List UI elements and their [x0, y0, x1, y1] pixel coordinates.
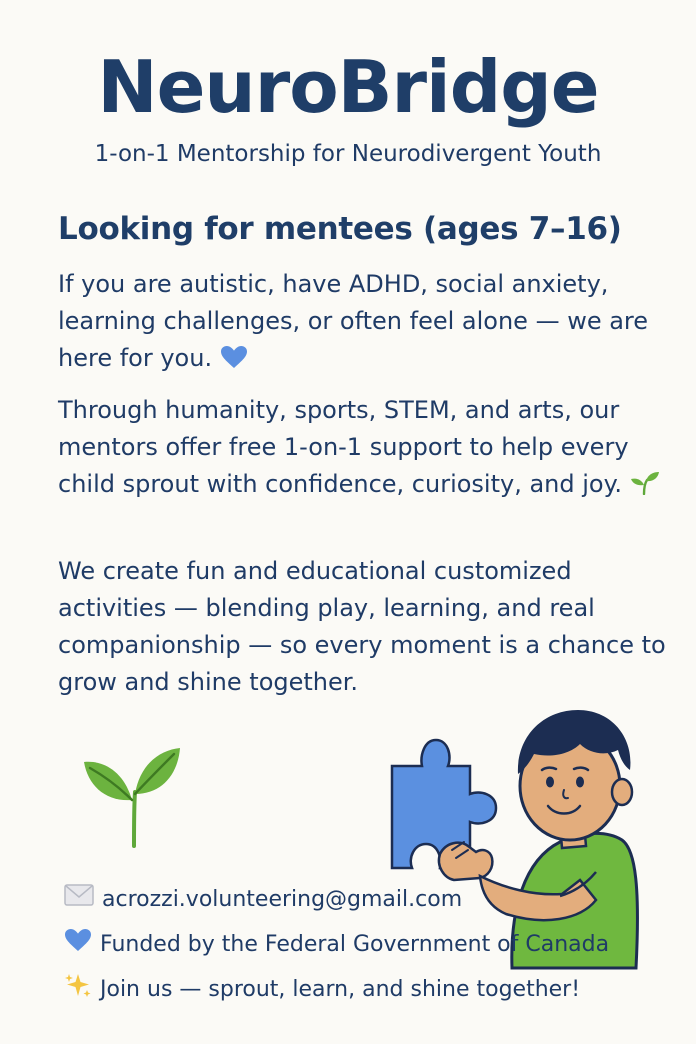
seedling-icon — [630, 469, 660, 506]
page-title: NeuroBridge — [97, 45, 599, 129]
funding-text: Funded by the Federal Government of Canada — [100, 931, 610, 957]
paragraph-intro-text: If you are autistic, have ADHD, social anxiety, learning challenges, or often feel alone — we are here for you. — [58, 270, 649, 372]
paragraph-mentors-text: Through humanity, sports, STEM, and arts, our mentors offer free 1-on-1 support to help every child sprout with confidence, curiosity, and joy. — [58, 396, 629, 498]
paragraph-intro — [58, 266, 678, 380]
page-subtitle: 1-on-1 Mentorship for Neurodivergent Youth — [94, 141, 602, 167]
paragraph-mentors — [58, 392, 678, 506]
section-heading: Looking for mentees (ages 7–16) — [58, 211, 622, 247]
contact-email[interactable]: acrozzi.volunteering@gmail.com — [102, 886, 463, 912]
paragraph-activities: We create fun and educational customized activities — blending play, learning, and real companionship — so every moment is a chance to grow and shine together. — [58, 557, 666, 696]
tagline-row — [64, 972, 684, 1007]
sparkles-icon — [64, 972, 92, 1007]
envelope-icon — [64, 884, 94, 915]
blue-heart-icon — [220, 343, 248, 380]
sprout-illustration — [82, 744, 182, 852]
contact-email-row — [64, 884, 684, 915]
tagline-text: Join us — sprout, learn, and shine together! — [100, 976, 581, 1002]
funding-row — [64, 928, 684, 961]
blue-heart-icon — [64, 928, 92, 961]
